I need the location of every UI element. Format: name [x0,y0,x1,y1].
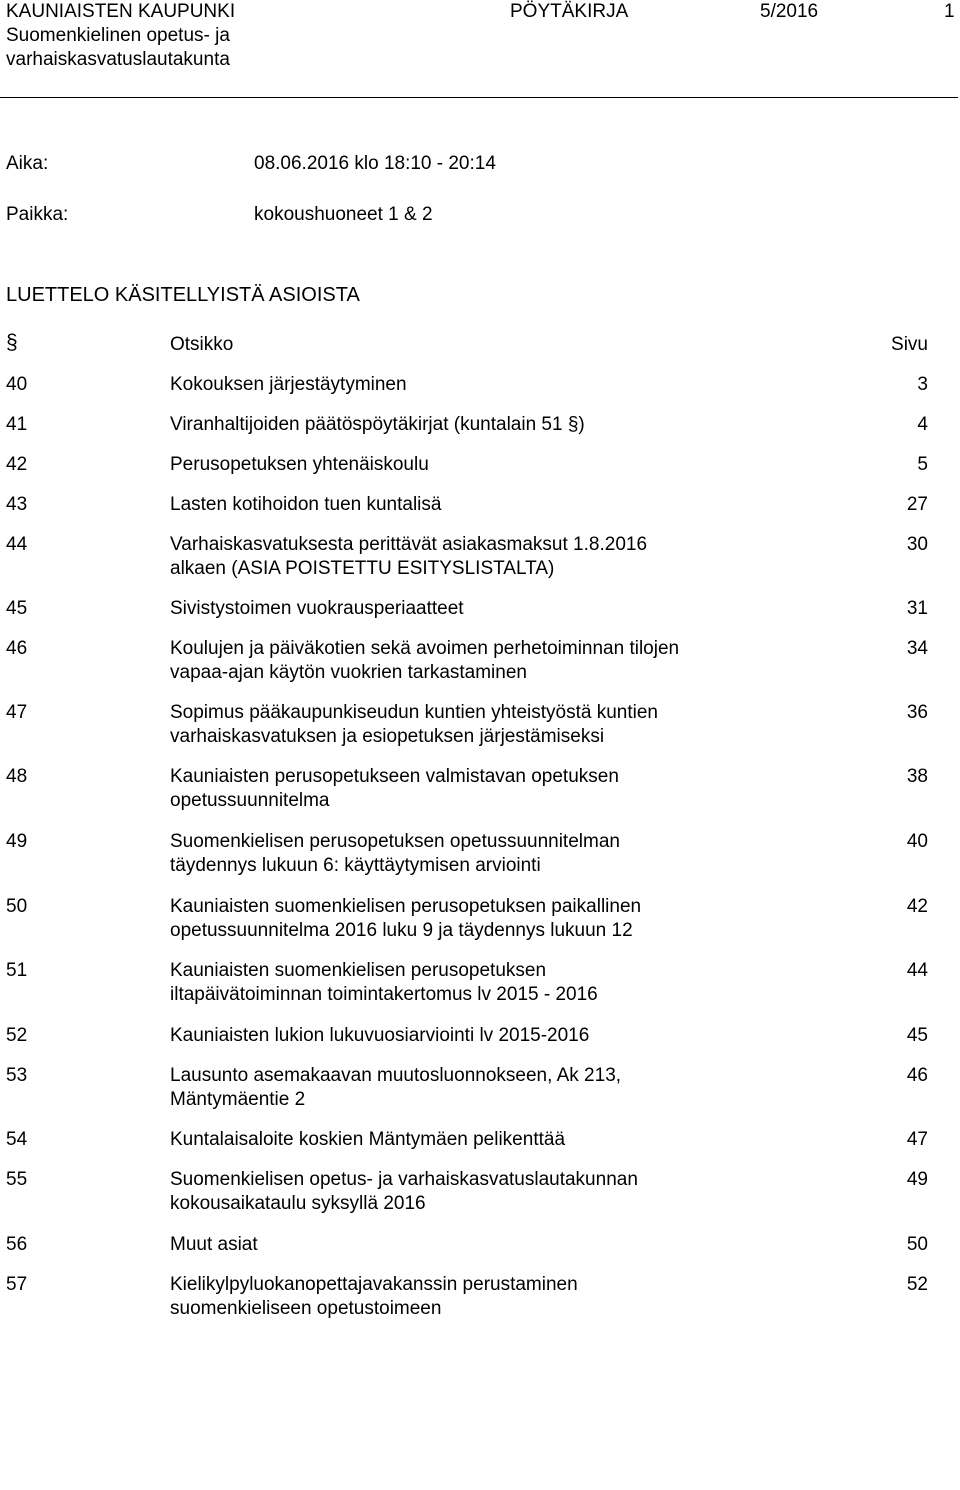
section-sign-column-header: § [6,331,18,354]
item-title-line2: Mäntymäentie 2 [170,1089,306,1110]
item-number: 50 [6,896,28,917]
item-number: 48 [6,766,28,787]
item-title: Kuntalaisaloite koskien Mäntymäen pelikenttää [170,1129,566,1150]
item-number: 44 [6,534,28,555]
item-title-line2: opetussuunnitelma [170,790,330,811]
item-number: 53 [6,1065,28,1086]
item-title-line2: kokousaikataulu syksyllä 2016 [170,1193,426,1214]
item-number: 57 [6,1274,28,1295]
item-title [170,1064,770,1112]
item-number: 40 [6,374,28,395]
item-number: 43 [6,494,28,515]
item-title: Kauniaisten lukion lukuvuosiarviointi lv 2015-2016 [170,1025,590,1046]
item-page: 27 [906,494,928,515]
item-page: 44 [906,960,928,981]
item-title-line2: opetussuunnitelma 2016 luku 9 ja täydennys lukuun 12 [170,920,633,941]
item-title-line1: Suomenkielisen opetus- ja varhaiskasvatuslautakunnan [170,1169,638,1190]
item-number: 42 [6,454,28,475]
item-page: 36 [906,702,928,723]
item-title [170,765,770,813]
item-title [170,637,770,685]
item-title [170,895,770,943]
item-title: Viranhaltijoiden päätöspöytäkirjat (kuntalain 51 §) [170,414,585,435]
committee-name-line2: varhaiskasvatuslautakunta [6,49,230,70]
time-label: Aika: [6,153,49,174]
item-number: 45 [6,598,28,619]
item-page: 52 [906,1274,928,1295]
item-title-line1: Koulujen ja päiväkotien sekä avoimen perhetoiminnan tilojen [170,638,680,659]
item-number: 51 [6,960,28,981]
item-number: 49 [6,831,28,852]
item-title-line1: Sopimus pääkaupunkiseudun kuntien yhteistyöstä kuntien [170,702,658,723]
item-title: Muut asiat [170,1234,258,1255]
item-page: 47 [906,1129,928,1150]
document-type: PÖYTÄKIRJA [510,1,629,22]
header-divider [0,97,958,98]
item-number: 56 [6,1234,28,1255]
committee-name-line1: Suomenkielinen opetus- ja [6,25,230,46]
item-title-line1: Kauniaisten suomenkielisen perusopetuksen paikallinen [170,896,642,917]
item-page: 40 [906,831,928,852]
place-value: kokoushuoneet 1 & 2 [254,204,433,225]
item-number: 46 [6,638,28,659]
item-title-line2: vapaa-ajan käytön vuokrien tarkastaminen [170,662,527,683]
item-title: Perusopetuksen yhtenäiskoulu [170,454,429,475]
item-title-line1: Lausunto asemakaavan muutosluonnokseen, Ak 213, [170,1065,622,1086]
item-title-line2: varhaiskasvatuksen ja esiopetuksen järjestämiseksi [170,726,605,747]
item-title: Lasten kotihoidon tuen kuntalisä [170,494,442,515]
item-title [170,701,770,749]
item-page: 42 [906,896,928,917]
item-page: 34 [906,638,928,659]
item-page: 31 [906,598,928,619]
document-number: 5/2016 [760,1,819,22]
item-title: Sivistystoimen vuokrausperiaatteet [170,598,464,619]
place-label: Paikka: [6,204,69,225]
list-heading: LUETTELO KÄSITELLYISTÄ ASIOISTA [6,284,360,306]
item-page: 3 [917,374,928,395]
item-number: 41 [6,414,28,435]
item-title [170,959,770,1007]
item-title-line1: Kauniaisten suomenkielisen perusopetuksen [170,960,547,981]
item-title-line2: täydennys lukuun 6: käyttäytymisen arviointi [170,855,541,876]
item-page: 49 [906,1169,928,1190]
item-title [170,1168,770,1216]
item-number: 47 [6,702,28,723]
item-title-line1: Suomenkielisen perusopetuksen opetussuunnitelman [170,831,620,852]
item-page: 46 [906,1065,928,1086]
item-title [170,1273,770,1321]
item-title [170,830,770,878]
organization-name: KAUNIAISTEN KAUPUNKI [6,1,236,22]
item-page: 38 [906,766,928,787]
item-number: 52 [6,1025,28,1046]
item-title-line2: alkaen (ASIA POISTETTU ESITYSLISTALTA) [170,558,555,579]
page-number: 1 [944,1,955,22]
item-page: 4 [917,414,928,435]
item-title: Kokouksen järjestäytyminen [170,374,407,395]
title-column-header: Otsikko [170,334,234,355]
item-page: 5 [917,454,928,475]
item-title-line2: suomenkieliseen opetustoimeen [170,1298,442,1319]
item-number: 55 [6,1169,28,1190]
item-title [170,533,770,581]
item-title-line1: Kielikylpyluokanopettajavakanssin perustaminen [170,1274,578,1295]
item-page: 45 [906,1025,928,1046]
time-value: 08.06.2016 klo 18:10 - 20:14 [254,153,496,174]
item-title-line2: iltapäivätoiminnan toimintakertomus lv 2015 - 2016 [170,984,598,1005]
item-title-line1: Varhaiskasvatuksesta perittävät asiakasmaksut 1.8.2016 [170,534,648,555]
item-page: 50 [906,1234,928,1255]
item-title-line1: Kauniaisten perusopetukseen valmistavan opetuksen [170,766,619,787]
item-page: 30 [906,534,928,555]
page-column-header: Sivu [891,334,928,355]
item-number: 54 [6,1129,28,1150]
